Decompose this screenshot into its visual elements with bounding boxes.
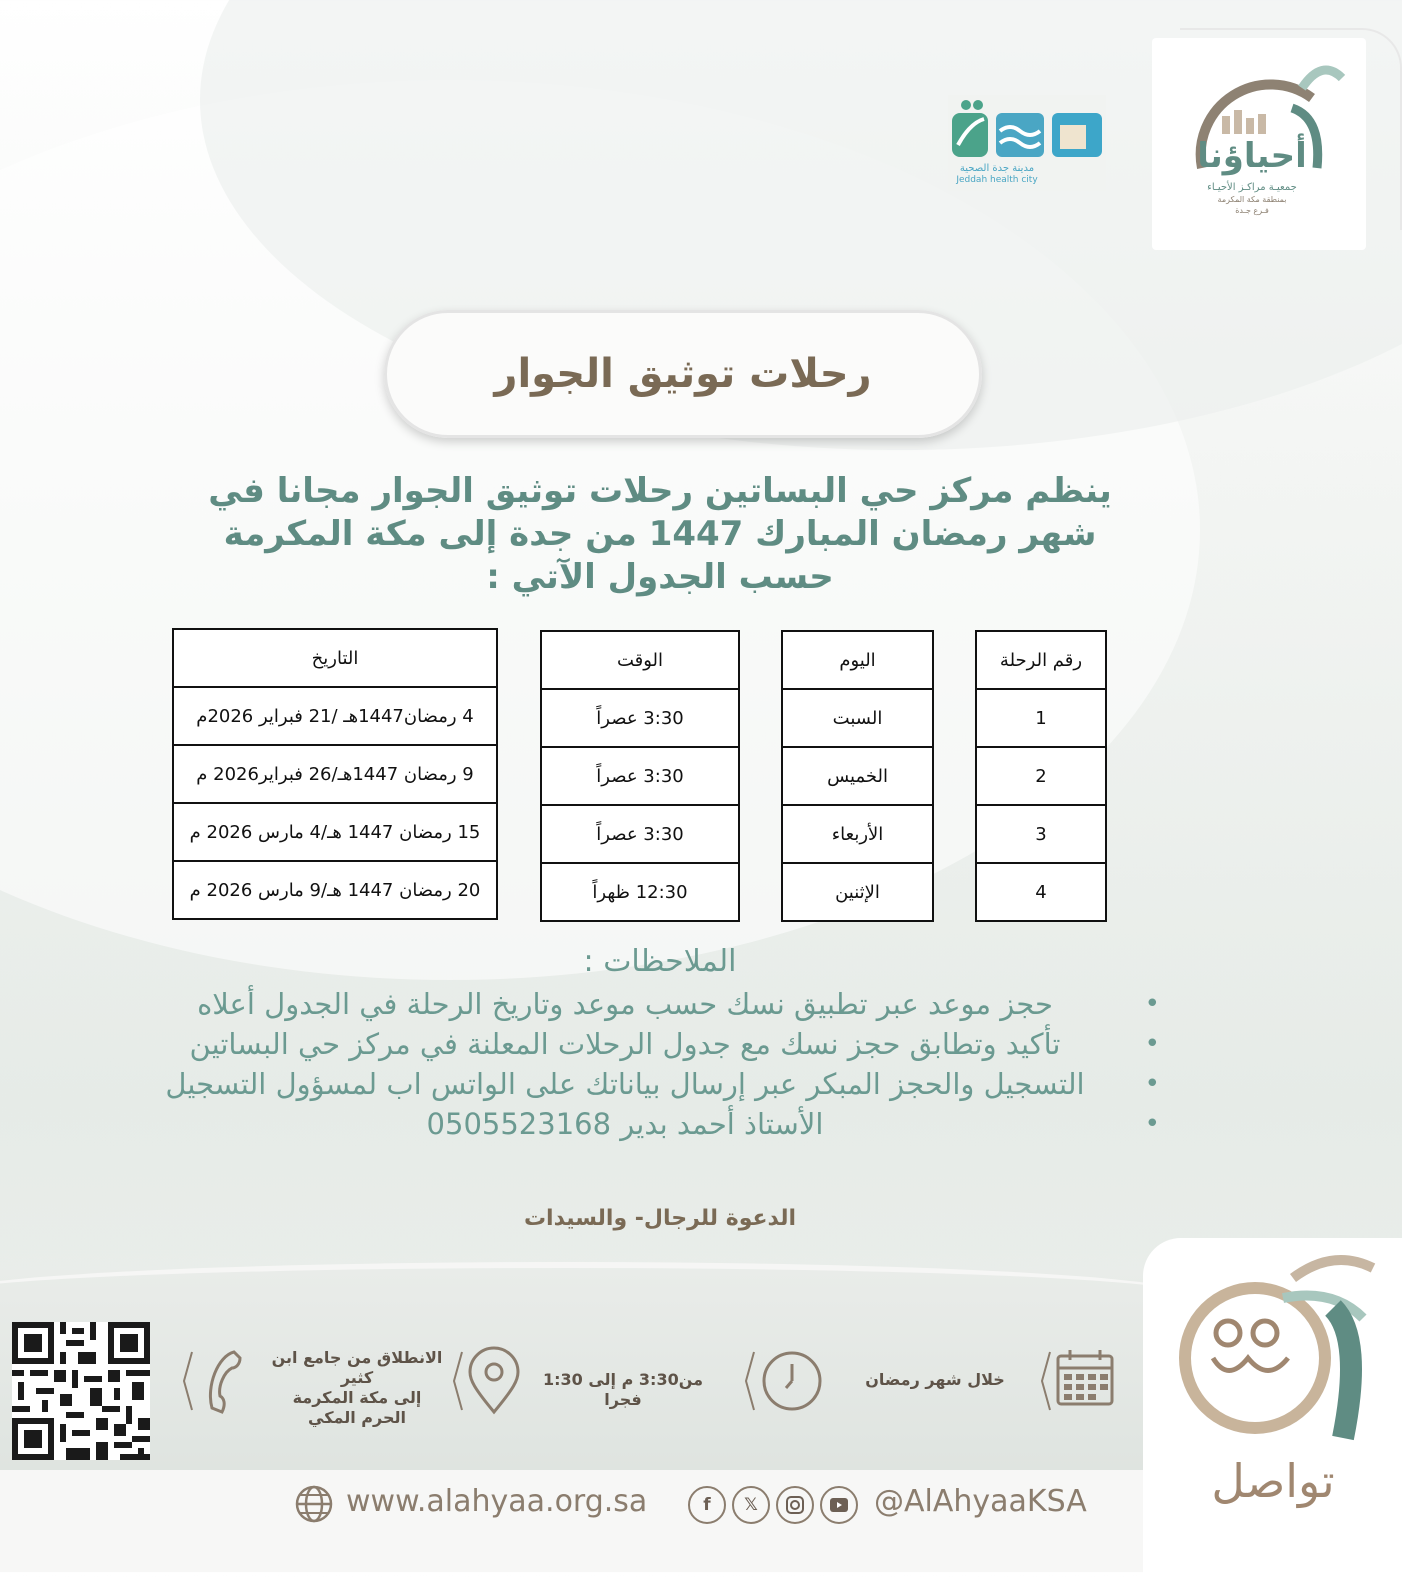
trip-number-cell: 2 — [977, 748, 1105, 806]
x-twitter-icon[interactable]: 𝕏 — [732, 1486, 770, 1524]
day-header: اليوم — [783, 632, 932, 690]
website-link[interactable]: www.alahyaa.org.sa — [346, 1484, 648, 1519]
date-cell: 15 رمضان 1447 هـ/4 مارس 2026 م — [174, 804, 496, 862]
tawasul-logo — [1143, 1238, 1402, 1578]
time-cell: 3:30 عصراً — [542, 748, 738, 806]
trip-number-column — [975, 630, 1107, 922]
notes-title: الملاحظات : — [583, 944, 737, 979]
date-cell: 4 رمضان1447هـ /21 فبراير 2026م — [174, 688, 496, 746]
jeddah-logo-ar: مدينة جدة الصحية — [959, 163, 1035, 174]
time-cell: 12:30 ظهراً — [592, 881, 688, 903]
title-banner — [384, 310, 982, 438]
ahyaona-subtitle-1: جمعيـة مراكـز الأحيـاء — [1207, 182, 1297, 193]
trip-number-cell: 4 — [1035, 881, 1047, 903]
note-item: • حجز موعد عبر تطبيق نسك حسب موعد وتاريخ الرحلة في الجدول أعلاه — [150, 984, 1160, 1024]
qr-code[interactable] — [12, 1322, 150, 1460]
departure-line: كثير — [340, 1368, 374, 1387]
youtube-icon[interactable] — [820, 1486, 858, 1524]
ahyaona-subtitle-3: فـرع جـدة — [1235, 206, 1269, 215]
note-item: • التسجيل والحجز المبكر عبر إرسال بياناتك على الواتس اب لمسؤول التسجيل — [150, 1064, 1160, 1104]
departure-line: الانطلاق من جامع ابن — [271, 1348, 443, 1367]
tawasul-emblem-icon — [1143, 1238, 1402, 1468]
instagram-icon[interactable] — [776, 1486, 814, 1524]
globe-icon — [294, 1484, 334, 1524]
social-handle[interactable]: @AlAhyaaKSA — [874, 1484, 1087, 1519]
intro-paragraph — [200, 470, 1120, 599]
ahyaona-subtitle-2: بمنطقة مكة المكرمة — [1217, 195, 1287, 204]
notes-list — [150, 984, 1160, 1144]
invitation-text: الدعوة للرجال- والسيدات — [523, 1206, 797, 1231]
day-column — [781, 630, 934, 922]
departure-text — [262, 1348, 452, 1428]
facebook-icon[interactable]: f — [688, 1486, 726, 1524]
time-cell: 3:30 عصراً — [542, 806, 738, 864]
day-cell: الخميس — [783, 748, 932, 806]
jeddah-health-city-logo — [948, 95, 1106, 191]
footer-curve — [0, 1262, 1190, 1328]
intro-line-3: حسب الجدول الآتي : — [486, 557, 834, 597]
intro-line-2: شهر رمضان المبارك 1447 من جدة إلى مكة المكرمة — [223, 514, 1097, 554]
page-title: رحلات توثيق الجوار — [494, 351, 872, 397]
note-item: • تأكيد وتطابق حجز نسك مع جدول الرحلات المعلنة في مركز حي البساتين — [150, 1024, 1160, 1064]
trip-number-cell: 1 — [977, 690, 1105, 748]
intro-line-1: ينظم مركز حي البساتين رحلات توثيق الجوار مجانا في — [208, 471, 1112, 511]
time-column — [540, 630, 740, 922]
time-header: الوقت — [542, 632, 738, 690]
ahyaona-name: أحياؤنا — [1197, 136, 1307, 176]
day-cell: السبت — [783, 690, 932, 748]
day-cell: الأربعاء — [783, 806, 932, 864]
period-text: خلال شهر رمضان — [865, 1370, 1005, 1389]
date-column — [172, 628, 498, 920]
clock-icon — [744, 1346, 828, 1416]
tawasul-text: تواصل — [1211, 1454, 1335, 1508]
jeddah-emblem-icon — [948, 95, 1106, 165]
trip-number-cell: 3 — [977, 806, 1105, 864]
location-pin-icon — [452, 1346, 526, 1416]
date-cell: 9 رمضان 1447هـ/26 فبراير2026 م — [174, 746, 496, 804]
time-cell: 3:30 عصراً — [542, 690, 738, 748]
phone-icon — [182, 1346, 256, 1416]
day-cell: الإثنين — [835, 881, 880, 903]
departure-line: إلى مكة المكرمة — [292, 1388, 422, 1407]
jeddah-logo-en: Jeddah health city — [956, 175, 1038, 185]
calendar-icon — [1040, 1346, 1120, 1416]
logo-frame-curve — [1180, 28, 1402, 230]
departure-line: الحرم المكي — [308, 1408, 406, 1427]
time-range-text: من3:30 م إلى 1:30 فجرا — [542, 1370, 704, 1409]
date-cell: 20 رمضان 1447 هـ/9 مارس 2026 م — [189, 879, 481, 901]
trip-number-header: رقم الرحلة — [977, 632, 1105, 690]
date-header: التاريخ — [174, 630, 496, 688]
note-item: • الأستاذ أحمد بدير 0505523168 — [150, 1104, 1160, 1144]
